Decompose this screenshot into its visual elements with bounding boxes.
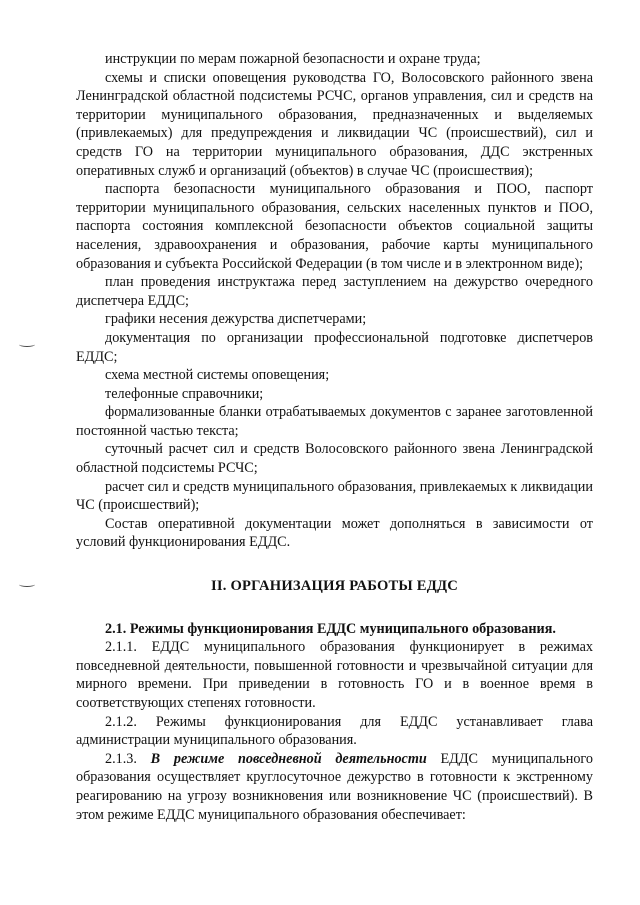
paragraph-2-1-1: 2.1.1. ЕДДС муниципального образования функционирует в режимах повседневной деятельности, повышенной готовности и чрезвычайной ситуации для мирного времени. При приведении в готовность ГО и в военное время в соответствующих степенях готовности. xyxy=(76,639,593,711)
paragraph-docs-composition: Состав оперативной документации может дополняться в зависимости от условий функционирования ЕДДС. xyxy=(76,515,593,551)
subsection-heading: 2.1. Режимы функционирования ЕДДС муниципального образования. xyxy=(105,620,556,637)
paragraph-forces-calculation: расчет сил и средств муниципального образования, привлекаемых к ликвидации ЧС (происшествий); xyxy=(76,478,593,514)
paragraph-forms: формализованные бланки отрабатываемых документов с заранее заготовленной постоянной частью текста; xyxy=(76,404,593,439)
paragraph-training-docs: документация по организации профессиональной подготовке диспетчеров ЕДДС; xyxy=(76,329,593,365)
paragraph-notification-schemes: схемы и списки оповещения руководства ГО, Волосовского районного звена Ленинградской областной подсистемы РСЧС, органов управления, сил и средств на территории муниципального образования, предназначенных и выделяемых (привлекаемых) для предупреждения и ликвидации ЧС (происшествий), сил и средств ГО на территории муниципального образования, ДДС экстренных оперативных служб и организаций (объектов) в случае ЧС (происшествия); xyxy=(76,69,593,179)
paragraph-2-1-3 xyxy=(76,750,593,824)
margin-mark-top xyxy=(19,342,35,347)
paragraph-safety-passports: паспорта безопасности муниципального образования и ПОО, паспорт территории муниципального образования, сельских населенных пунктов и ПОО, паспорта состояния комплексной безопасности объектов социальной защиты населения, здравоохранения и образования, рабочие карты муниципального образования и субъекта Российской Федерации (в том числе и в электронном виде); xyxy=(76,181,593,272)
clause-text: ЕДДС муниципального образования осуществляет круглосуточное дежурство в готовности к экстренному реагированию на угрозу возникновения или возникновение ЧС (происшествий). В этом режиме ЕДДС муниципального образования обеспечивает: xyxy=(76,750,593,823)
paragraph-2-1-2: 2.1.2. Режимы функционирования для ЕДДС устанавливает глава администрации муниципального образования. xyxy=(76,713,593,749)
paragraph-briefing-plan: план проведения инструктажа перед заступлением на дежурство очередного диспетчера ЕДДС; xyxy=(76,274,593,309)
emphasis-daily-mode: В режиме повседневной деятельности xyxy=(150,750,427,767)
section-heading: II. ОРГАНИЗАЦИЯ РАБОТЫ ЕДДС xyxy=(211,578,458,595)
paragraph-duty-schedules: графики несения дежурства диспетчерами; xyxy=(105,311,367,328)
document-page xyxy=(76,50,593,824)
paragraph-warning-scheme: схема местной системы оповещения; xyxy=(105,367,330,384)
margin-mark-bottom xyxy=(19,582,35,587)
clause-number: 2.1.3. xyxy=(105,750,151,767)
paragraph-fire-safety: инструкции по мерам пожарной безопасности и охране труда; xyxy=(105,51,481,67)
paragraph-phone-directories: телефонные справочники; xyxy=(105,385,264,402)
paragraph-daily-calculation: суточный расчет сил и средств Волосовского районного звена Ленинградской областной подсистемы РСЧС; xyxy=(76,441,593,477)
